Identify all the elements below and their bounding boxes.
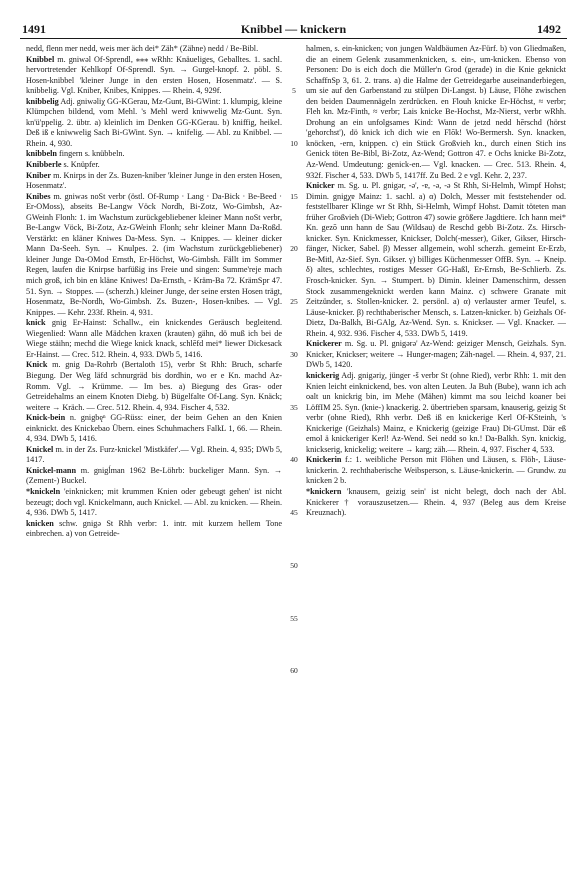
dictionary-entry xyxy=(26,192,282,319)
dictionary-entry xyxy=(26,55,282,97)
entry-text: Adj. gnigəriχ, jünger -š verbr St (ohne Ried), verbr Rhh: 1. mit den Knien leicht einknickend, bes. von alten Leuten. Ja Buh (Bube), wann ich ach oalt un knickrig bin, im Mehe (Mähen) kimmt ma sou leichd koaner bei LöffIM 25. Syn. (knie-) knackerig. 2. übertrieben sparsam, knauserig, geizig St verbr (ohne Ried), Rhh verbr. Deß iß en knickerige Kerl Of-KSteinh, 's Knickerige (Geizhals) Mainz, e Knickerig (geizige Frau) Di-GUmst. Där eß emol ä knickeriger Kerl! Az-Wend. Sei nedd so kn.! Da-Balkh. Syn. knickig, knickserig, knickelig; weitere → karg; zäh.— Rhein. 4, 937. Fischer 4, 533. xyxy=(306,370,566,454)
entry-lemma: Knickerin xyxy=(306,455,342,465)
dictionary-entry xyxy=(26,360,282,413)
dictionary-entry xyxy=(26,171,282,192)
dictionary-entry xyxy=(306,181,566,339)
running-head xyxy=(18,22,569,38)
entry-text: f.: 1. weibliche Person mit Flöhen und Läusen, s. Flöh-, Läuse-knickerin. 2. rechthaberische Weibsperson, s. Läuse-knickerin. — Grundw. zu knicken 2 b. xyxy=(306,455,566,486)
entry-lemma: Knicker xyxy=(306,181,335,191)
entry-lemma: knick xyxy=(26,318,46,328)
dictionary-entry xyxy=(306,455,566,487)
entry-text: fingern s. knübbeln. xyxy=(59,149,125,159)
entry-text: 'knausern, geizig sein' ist nicht belegt, doch nach der Abl. Knickerer † vorauszusetzen.— Rhein. 4, 937 (Beleg aus dem Kreise Kreuznach). xyxy=(306,486,566,518)
entry-lemma: Knickel-mann xyxy=(26,465,77,475)
dictionary-entry xyxy=(26,413,282,445)
entry-text: Adj. gniwəliχ GG-KGerau, Mz-Gunt, Bi-GWint: 1. klumpig, kleine Klümpchen bildend, vom Mehl. 's Mehl werd kniwwelig Mz-Gunt. Syn. kn'ü'ppelig. 2. übtr. a) kleinlich im Denken GG-KGerau. b) kniffig, heikel. Deß iß e kniwwelig Sach Bi-GWint. Syn. → knifelig. — Abl. zu Knibbel. — Rhein. 4, 930. xyxy=(26,96,282,148)
line-number: 55 xyxy=(290,613,298,623)
entry-text: m. gnig Da-Rohrb (Bertaloth 15), verbr St Rhh: Bruch, scharfe Biegung. Der Weg läfd schnurgräd bis dordhin, wo er e Kn. machd Az-Romm. Vgl. → Krümme. — Im bes. a) Biegung des Gras- oder Getreidehalms an einem Knoten Diebg. b) Bügelfalte Of-Lang. Syn. Knäck; weitere → Kräch. — Crec. 512. Rhein. 4, 934. Fischer 4, 532. xyxy=(26,360,282,412)
entry-text: nedd, flenn mer nedd, weis mer äch dei* Zäh* (Zähne) nedd / Be-Bibl. xyxy=(26,44,259,53)
dictionary-entry xyxy=(306,371,566,455)
dictionary-entry xyxy=(26,487,282,519)
dictionary-entry xyxy=(306,339,566,371)
line-number: 15 xyxy=(290,191,298,201)
page-number-right: 1492 xyxy=(537,22,561,36)
entry-text: m. gnigĺman 1962 Be-Löhrb: buckeliger Mann. Syn. → (Zement-) Buckel. xyxy=(26,465,282,486)
line-number: 35 xyxy=(290,402,298,412)
page-number-left: 1491 xyxy=(22,22,46,36)
dictionary-entry xyxy=(26,149,282,160)
line-number: 30 xyxy=(290,349,298,359)
entry-lemma: Knibbel xyxy=(26,54,55,64)
entry-text: s. Knüpfer. xyxy=(63,160,100,170)
line-number: 45 xyxy=(290,508,298,518)
dictionary-entry xyxy=(26,97,282,150)
entry-text: m. gniwəl Of-Sprendl, ⁎⁎⁎ wRhh: Knäueliges, Geballtes. 1. sachl. hervortretender Kehlkopf Of-Sprendl. Syn. → Gurgel-knopf. 2. pöbl. S. Hosen-knibbel 'kleiner Junge in den ersten Hosen, Hosenmatz'. — S. knibbelig. Vgl. Kniber, Knibes, Knippes. — Rhein. 4, 929f. xyxy=(26,54,282,96)
entry-text: 'einknicken; mit krummen Knien oder gebeugt gehen' ist nicht bezeugt; doch vgl. Knickelmann, auch Knickel. — Abl. zu knicken. — Rhein. 4, 936. DWb 5, 1417. xyxy=(26,486,282,518)
entry-text: gnig Er-Hainst: Schallw., ein knickendes Geräusch begleitend. Wiegenlied: Wann alle Mädchen kraxen (krauten) gähn, dö muß ich bei de Wiege stäihn; mechd die Wiege knick knack, schlēfd mei* liewer Dickesack Er-Hainst. — Crec. 512. Rhein. 4, 933. DWb 5, 1416. xyxy=(26,318,282,359)
line-number: 50 xyxy=(290,560,298,570)
entry-continuation xyxy=(306,44,566,181)
entry-lemma: knicken xyxy=(26,518,54,528)
entry-lemma: Kniber xyxy=(26,170,52,180)
entry-lemma: *knickeln xyxy=(26,486,61,496)
dictionary-entry xyxy=(26,160,282,171)
entry-text: m. in der Zs. Furz-knickel 'Mistkäfer'.— Vgl. Rhein. 4, 935; DWb 5, 1417. xyxy=(26,444,282,465)
left-column xyxy=(26,44,282,864)
header-rule xyxy=(20,38,567,39)
entry-text: m. Sg. u. Pl. gnigərə' Az-Wend: geiziger Mensch, Geizhals. Syn. Knicker, Knickser; weitere → Hunger-magen; Zäh-nagel. — Rhein. 4, 937, 21. DWb 5, 1420. xyxy=(306,339,566,370)
line-number-gutter xyxy=(284,44,304,864)
entry-text: m. Sg. u. Pl. gnigər, -ə', -ɐ, -ə, -ə St Rhh, Si-Helmh, Wimpf Hohst; Dimin. gnigχɐ Mainz: 1. sachl. a) α) Dolch, Messer mit feststehender od. feststellbarer Klinge wr St Rhh, Si-Helmh, Wimpf Hohst. Damit töteten man früher Großvieh (Di-Wieb; Gottron 47) sowie größere Jagdtiere. Ich hann mei* Kn. gezō unn hann de Sau (Wildsau) de Reschd gebb Bi-Zotz. Zs. Hirsch-knicker. Syn. Knickmesser, Knickser, Dolch(-messer), Giker, Gikser, Hirsch-fänger, Nicker, Sabel. β) Messer allgemein, wohl scherzh. gemeint Er-Erzb, Be-Mitl, Az-Sief. Syn. Gikser. γ) billiges Küchenmesser OffB. Syn. → Kneip. δ) altes, schlechtes, rostiges Messer GG-Haßl, Er-Ernsb, Be-Schlierb. Zs. Frosch-knicker. Syn. → Stumpert. b) Dimin. kleiner Damenschirm, dessen Stock zusammengeknickt werden kann Mainz. c) schwere Granate mit Zeitzünder, s. Stollen-knicker. 2. persönl. a) α) verlauster armer Teufel, s. Läuse-knicker. β) rechthaberischer Mensch, s. Latzen-knicker. b) Geizhals Of-Dietz, Da-Balkh, Bi-GAlg, Az-Wend. Syn. s. Knickser. — Vgl. Knacker. — Rhein. 4, 932. 936. Fischer 4, 533. DWb 5, 1419. xyxy=(306,181,566,338)
entry-lemma: knibbeln xyxy=(26,149,57,159)
entry-lemma: Knibes xyxy=(26,191,51,201)
entry-lemma: Knickerer xyxy=(306,339,342,349)
line-number: 60 xyxy=(290,666,298,676)
entry-continuation xyxy=(26,44,282,55)
running-title: Knibbel — knickern xyxy=(240,22,347,36)
entry-lemma: Knick xyxy=(26,360,48,370)
entry-text: m. Knirps in der Zs. Buzen-kniber 'kleiner Junge in den ersten Hosen, Hosenmatz'. xyxy=(26,170,282,191)
right-column xyxy=(306,44,566,864)
entry-lemma: Knick-bein xyxy=(26,413,66,423)
dictionary-entry xyxy=(26,519,282,540)
dictionary-entry xyxy=(26,466,282,487)
entry-lemma: knibbelig xyxy=(26,96,59,106)
entry-text: n. gnigbęⁿ GG-Rüss: einer, der beim Gehen an den Knien einknickt. des Knickebao Übern. eines Schuhmachers FalkL 1, 66. — Rhein. 4, 934. DWb 5, 1416. xyxy=(26,413,282,444)
entry-text: schw. gnigə St Rhh verbr: 1. intr. mit kurzem hellem Tone einbrechen. a) von Getreide- xyxy=(26,518,282,539)
line-number: 5 xyxy=(292,86,296,96)
line-number: 25 xyxy=(290,297,298,307)
entry-text: halmen, s. ein-knicken; von jungen Waldbäumen Az-Fürf. b) von Gliedmaßen, die an einem Gelenk zusammenknicken, s. ein-, um-knicken. Ebenso von Personen: Do is eich doch die Müller'n Grod (gerade) in die Knie geknickt SchaffnSp 3, 61. 2. trans. a) die Halme der Getreidegarbe auseinanderbiegen, um sie auf den Garbenstand zu stülpen Di-Langst. b) Läuse, Flöhe zwischen den beiden Daumennägeln zerdrücken. en Flouh knicke Er-Höchst, ≈ verbr; Fleh kn. Mz-Finth, ≈ verbr; Lais knicke Be-Hochst, Mz-Nierst, verbr wRhh. Drohung an ein unfolgsames Kind: Wann de jetzd nedd hērschd (hörst 'gehorchst'), dö knick ich dich wie en Flōk! Wo-Bermersh. Syn. knacken, knöcken, -ern, knippen. c) ein Stück Großvieh kn., durch einen Stich ins Genick töten Be-Bibl, Bi-Zotz, Az-Wend; Gottron 47. e Ochs knicke Bi-Zotz, Az-Wend. Umdeutung: genick-en.— Vgl. knacken. — Crec. 513. Rhein. 4, 932f. Fischer 4, 533. DWb 5, 1417ff. Zu Bed. 2 e vgl. Kehr. 2, 237. xyxy=(306,44,566,180)
line-number: 10 xyxy=(290,138,298,148)
dictionary-entry xyxy=(26,318,282,360)
dictionary-entry xyxy=(26,445,282,466)
entry-lemma: Knickel xyxy=(26,444,54,454)
line-number: 20 xyxy=(290,244,298,254)
entry-lemma: *knickern xyxy=(306,486,342,496)
dictionary-entry xyxy=(306,487,566,519)
entry-text: m. gniwəs noSt verbr (östl. Of-Rump · Lang · Da-Bick · Be-Beed · Er-OMoss), abseits Be-Langw Vöck Nordh, Bi-Zotz, Wo-Gimbsh, Az-GWeinh Flonh: 1. im Wachstum zurückgebliebener kleiner Mann noSt verbr, Be-Langw Vöck, Bi-Zotz, Az-GWeinh Flonh; sehr kleiner Mann Da-Roßd. Verstärkt: en kläner Kniwes Da-Mess. Syn. → Knippes. — kleiner dicker Mann Da-Seeh. Syn. → Knulpes. 2. (im Wachstum zurückgebliebener) kleiner Junge Da-OMod Ernsth, Er-Höchst, Wo-Gimbsh. Fällt im Sommer Regen, laufen die Knirpse barfüßig ins Freie und singen: Summe'reje mach mich groß, ich bin en kläne Kniwes! Da-Ernsth, - Kräm-Ba 72. KrämSpr 47. 51. Syn. → Stoppes. — (scherzh.) kleiner Junge, der seine ersten Hosen trägt, Hosenmatz, Be-Nordh, Wo-Gimbsh. Zs. Buzen-, Hosen-knibes. — Vgl. Knippes. — Kehr. 233f. Rhein. 4, 931. xyxy=(26,191,282,317)
entry-lemma: knickerig xyxy=(306,370,340,380)
line-number: 40 xyxy=(290,455,298,465)
entry-lemma: Knibberle xyxy=(26,160,62,170)
